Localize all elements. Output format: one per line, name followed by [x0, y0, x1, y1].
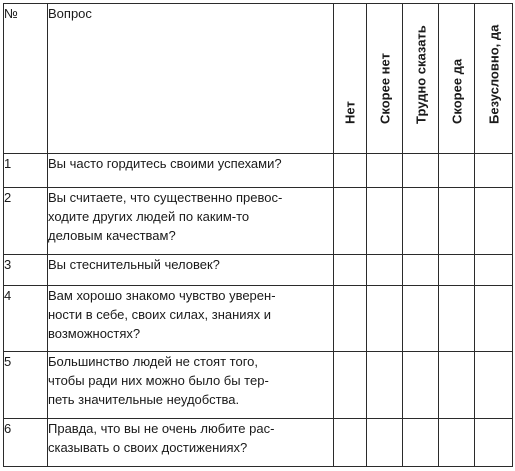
answer-cell-hard-to-say[interactable]	[403, 286, 439, 352]
answer-cell-rather-yes[interactable]	[439, 255, 475, 286]
row-number: 1	[4, 154, 48, 188]
table-header-row	[4, 4, 513, 154]
table-row	[4, 419, 513, 467]
answer-cell-definitely-yes[interactable]	[475, 419, 513, 467]
answer-cell-rather-yes[interactable]	[439, 286, 475, 352]
answer-cell-hard-to-say[interactable]	[403, 188, 439, 255]
answer-cell-no[interactable]	[334, 154, 367, 188]
header-option-rather-no: Скорее нет	[367, 4, 403, 154]
table-row	[4, 255, 513, 286]
answer-cell-rather-no[interactable]	[367, 286, 403, 352]
answer-cell-definitely-yes[interactable]	[475, 255, 513, 286]
answer-cell-hard-to-say[interactable]	[403, 419, 439, 467]
header-option-definitely-yes: Безусловно, да	[475, 4, 513, 154]
answer-cell-no[interactable]	[334, 352, 367, 419]
answer-cell-no[interactable]	[334, 419, 367, 467]
question-text: Вам хорошо знакомо чувство уверен- ности в себе, своих силах, знаниях и возможностях?	[48, 286, 334, 352]
question-text: Вы часто гордитесь своими успехами?	[48, 154, 334, 188]
header-number: №	[4, 4, 48, 154]
answer-cell-rather-no[interactable]	[367, 188, 403, 255]
question-text: Вы считаете, что существенно превос- ходите других людей по каким-то деловым качествам?	[48, 188, 334, 255]
answer-cell-definitely-yes[interactable]	[475, 286, 513, 352]
table-row	[4, 286, 513, 352]
answer-cell-rather-no[interactable]	[367, 419, 403, 467]
answer-cell-hard-to-say[interactable]	[403, 352, 439, 419]
answer-cell-rather-yes[interactable]	[439, 188, 475, 255]
answer-cell-rather-no[interactable]	[367, 352, 403, 419]
answer-cell-no[interactable]	[334, 286, 367, 352]
row-number: 3	[4, 255, 48, 286]
header-option-hard-to-say: Трудно сказать	[403, 4, 439, 154]
header-question: Вопрос	[48, 4, 334, 154]
answer-cell-rather-no[interactable]	[367, 255, 403, 286]
answer-cell-rather-yes[interactable]	[439, 352, 475, 419]
header-option-no: Нет	[334, 4, 367, 154]
answer-cell-definitely-yes[interactable]	[475, 188, 513, 255]
question-text: Правда, что вы не очень любите рас- сказывать о своих достижениях?	[48, 419, 334, 467]
row-number: 4	[4, 286, 48, 352]
row-number: 6	[4, 419, 48, 467]
answer-cell-hard-to-say[interactable]	[403, 154, 439, 188]
question-text: Большинство людей не стоят того, чтобы ради них можно было бы тер- петь значительные неудобства.	[48, 352, 334, 419]
header-option-rather-yes: Скорее да	[439, 4, 475, 154]
answer-cell-no[interactable]	[334, 188, 367, 255]
table-row	[4, 352, 513, 419]
answer-cell-rather-yes[interactable]	[439, 419, 475, 467]
row-number: 2	[4, 188, 48, 255]
answer-cell-no[interactable]	[334, 255, 367, 286]
table-row	[4, 154, 513, 188]
answer-cell-rather-no[interactable]	[367, 154, 403, 188]
row-number: 5	[4, 352, 48, 419]
answer-cell-rather-yes[interactable]	[439, 154, 475, 188]
question-text: Вы стеснительный человек?	[48, 255, 334, 286]
answer-cell-hard-to-say[interactable]	[403, 255, 439, 286]
answer-cell-definitely-yes[interactable]	[475, 154, 513, 188]
answer-cell-definitely-yes[interactable]	[475, 352, 513, 419]
table-row	[4, 188, 513, 255]
questionnaire-table	[3, 3, 513, 467]
